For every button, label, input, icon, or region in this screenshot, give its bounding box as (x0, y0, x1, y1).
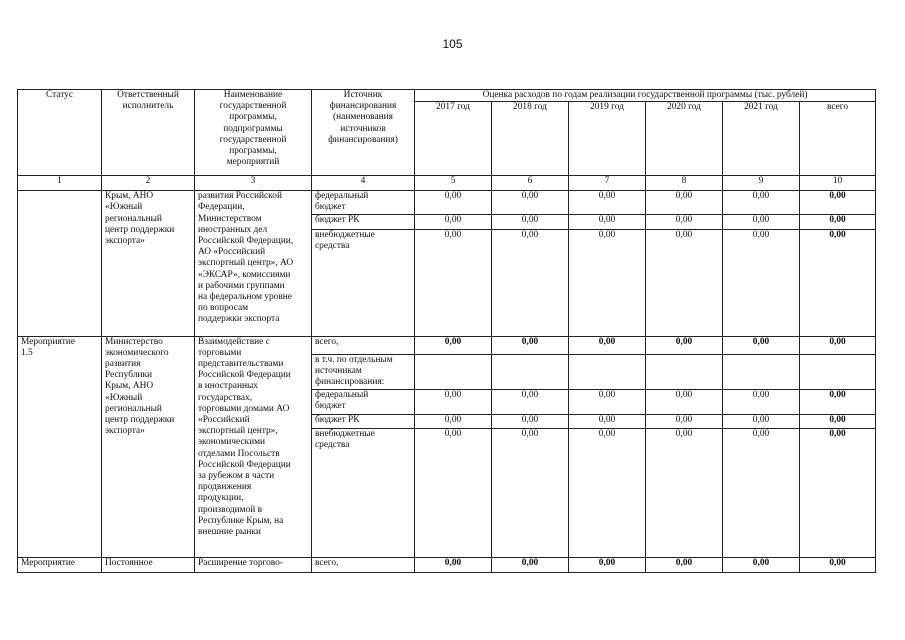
header-total: всего (800, 102, 876, 176)
total-cell: 0,00 (800, 557, 876, 572)
header-responsible: Ответственный исполнитель (102, 90, 195, 176)
col-number: 1 (18, 176, 102, 191)
header-cost-title: Оценка расходов по годам реализации государственной программы (тыс. рублей) (415, 90, 876, 102)
value-cell: 0,00 (492, 229, 569, 336)
source-cell: внебюджетные средства (312, 428, 415, 557)
value-cell: 0,00 (415, 336, 492, 354)
value-cell: 0,00 (646, 414, 723, 428)
col-number: 5 (415, 176, 492, 191)
value-cell: 0,00 (569, 428, 646, 557)
value-cell: 0,00 (415, 214, 492, 229)
col-number: 9 (723, 176, 800, 191)
header-year: 2018 год (492, 102, 569, 176)
value-cell: 0,00 (646, 229, 723, 336)
value-cell: 0,00 (569, 336, 646, 354)
source-cell: бюджет РК (312, 414, 415, 428)
source-cell: внебюджетные средства (312, 229, 415, 336)
header-source: Источник финансирования (наименования источников финансирования) (312, 90, 415, 176)
column-numbers-row (18, 176, 876, 191)
value-cell: 0,00 (646, 214, 723, 229)
value-cell: 0,00 (646, 336, 723, 354)
value-cell (646, 354, 723, 389)
value-cell: 0,00 (415, 428, 492, 557)
header-row (18, 90, 876, 102)
name-cell: Взаимодействие с торговыми представительствами Российской Федерации в иностранных государствах, торговыми домами АО «Российский экспортный центр», экономическими отделами Посольств Российской Федерации за рубежом в части продвижения продукции, производимой в Республике Крым, на внешние рынки (195, 336, 312, 557)
header-status: Статус (18, 90, 102, 176)
value-cell: 0,00 (415, 414, 492, 428)
value-cell: 0,00 (492, 214, 569, 229)
col-number: 4 (312, 176, 415, 191)
value-cell: 0,00 (723, 191, 800, 214)
table-row (18, 336, 876, 354)
value-cell: 0,00 (569, 557, 646, 572)
value-cell: 0,00 (569, 229, 646, 336)
value-cell: 0,00 (415, 389, 492, 414)
value-cell (492, 354, 569, 389)
total-cell: 0,00 (800, 214, 876, 229)
value-cell: 0,00 (569, 414, 646, 428)
total-cell: 0,00 (800, 414, 876, 428)
value-cell: 0,00 (723, 428, 800, 557)
table-row (18, 557, 876, 572)
value-cell: 0,00 (646, 557, 723, 572)
status-cell (18, 191, 102, 336)
value-cell: 0,00 (569, 214, 646, 229)
value-cell: 0,00 (723, 414, 800, 428)
header-year: 2021 год (723, 102, 800, 176)
value-cell: 0,00 (723, 389, 800, 414)
value-cell: 0,00 (646, 389, 723, 414)
value-cell: 0,00 (569, 389, 646, 414)
total-cell: 0,00 (800, 428, 876, 557)
col-number: 8 (646, 176, 723, 191)
total-cell: 0,00 (800, 389, 876, 414)
source-cell: бюджет РК (312, 214, 415, 229)
value-cell: 0,00 (569, 191, 646, 214)
value-cell: 0,00 (723, 214, 800, 229)
value-cell: 0,00 (492, 389, 569, 414)
status-cell: Мероприятие (18, 557, 102, 572)
header-name: Наименование государственной программы, подпрограммы государственной программы, мероприятий (195, 90, 312, 176)
responsible-cell: Министерство экономического развития Республики Крым, АНО «Южный региональный центр поддержки экспорта» (102, 336, 195, 557)
value-cell: 0,00 (415, 229, 492, 336)
value-cell: 0,00 (415, 557, 492, 572)
col-number: 10 (800, 176, 876, 191)
program-cost-table (17, 89, 876, 573)
col-number: 3 (195, 176, 312, 191)
col-number: 6 (492, 176, 569, 191)
total-cell: 0,00 (800, 191, 876, 214)
value-cell (569, 354, 646, 389)
header-year: 2019 год (569, 102, 646, 176)
header-year: 2020 год (646, 102, 723, 176)
value-cell (415, 354, 492, 389)
value-cell: 0,00 (492, 428, 569, 557)
col-number: 2 (102, 176, 195, 191)
value-cell: 0,00 (492, 414, 569, 428)
total-cell: 0,00 (800, 229, 876, 336)
source-cell: федеральный бюджет (312, 191, 415, 214)
value-cell: 0,00 (723, 229, 800, 336)
name-cell: развития Российской Федерации, Министерством иностранных дел Российской Федерации, АО «Российский экспортный центр», АО «ЭКСАР», комиссиями и рабочими группами на федеральном уровне по вопросам поддержки экспорта (195, 191, 312, 336)
value-cell: 0,00 (723, 557, 800, 572)
value-cell: 0,00 (492, 336, 569, 354)
header-year: 2017 год (415, 102, 492, 176)
col-number: 7 (569, 176, 646, 191)
value-cell (723, 354, 800, 389)
value-cell: 0,00 (646, 428, 723, 557)
source-cell: всего, (312, 336, 415, 354)
source-cell: всего, (312, 557, 415, 572)
page-number: 105 (442, 37, 463, 51)
total-cell: 0,00 (800, 336, 876, 354)
source-cell: федеральный бюджет (312, 389, 415, 414)
value-cell: 0,00 (492, 191, 569, 214)
status-cell: Мероприятие 1.5 (18, 336, 102, 557)
value-cell: 0,00 (723, 336, 800, 354)
source-cell: в т.ч. по отдельным источникам финансирования: (312, 354, 415, 389)
value-cell: 0,00 (646, 191, 723, 214)
total-cell (800, 354, 876, 389)
responsible-cell: Крым, АНО «Южный региональный центр поддержки экспорта» (102, 191, 195, 336)
responsible-cell: Постоянное (102, 557, 195, 572)
table-row (18, 191, 876, 214)
value-cell: 0,00 (492, 557, 569, 572)
name-cell: Расширение торгово- (195, 557, 312, 572)
value-cell: 0,00 (415, 191, 492, 214)
